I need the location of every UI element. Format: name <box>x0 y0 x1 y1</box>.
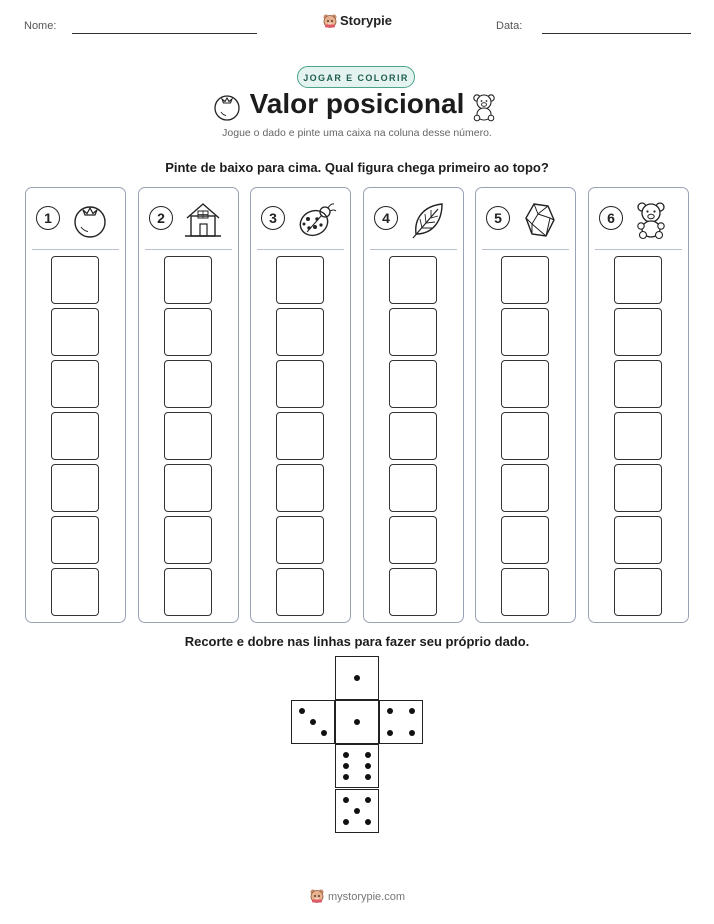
teddy-bear-icon <box>633 200 669 240</box>
cut-instruction: Recorte e dobre nas linhas para fazer seu próprio dado. <box>184 634 530 649</box>
die-pip <box>387 730 393 736</box>
die-pip <box>354 719 360 725</box>
blueberry-icon <box>70 200 110 240</box>
column-6 <box>588 187 689 623</box>
teddy-bear-icon <box>470 92 498 122</box>
die-face-1 <box>335 656 379 700</box>
column-header <box>26 200 125 244</box>
coloring-cell[interactable] <box>501 568 549 616</box>
column-2 <box>138 187 239 623</box>
coloring-cell[interactable] <box>276 568 324 616</box>
coloring-cell[interactable] <box>164 568 212 616</box>
coloring-cell[interactable] <box>501 516 549 564</box>
die-pip <box>310 719 316 725</box>
name-label: Nome: <box>24 20 57 32</box>
coloring-cell[interactable] <box>501 308 549 356</box>
coloring-cell[interactable] <box>614 568 662 616</box>
die-pip <box>354 675 360 681</box>
coloring-cell[interactable] <box>51 516 99 564</box>
column-divider <box>32 249 119 250</box>
die-pip <box>365 797 371 803</box>
coloring-cell[interactable] <box>389 256 437 304</box>
column-number: 3 <box>261 206 285 230</box>
storypie-bear-icon <box>309 888 325 904</box>
coloring-cell[interactable] <box>164 308 212 356</box>
column-divider <box>257 249 344 250</box>
die-pip <box>354 808 360 814</box>
die-pip <box>343 763 349 769</box>
coloring-cell[interactable] <box>51 360 99 408</box>
coloring-cell[interactable] <box>614 256 662 304</box>
coloring-cell[interactable] <box>501 464 549 512</box>
column-4 <box>363 187 464 623</box>
coloring-cell[interactable] <box>164 464 212 512</box>
die-pip <box>409 730 415 736</box>
die-face-3 <box>291 700 335 744</box>
date-line <box>542 33 691 34</box>
coloring-cell[interactable] <box>501 360 549 408</box>
column-number: 2 <box>149 206 173 230</box>
coloring-cell[interactable] <box>614 412 662 460</box>
die-pip <box>365 774 371 780</box>
coloring-cell[interactable] <box>389 464 437 512</box>
coloring-cell[interactable] <box>51 412 99 460</box>
coloring-cell[interactable] <box>614 360 662 408</box>
coloring-cell[interactable] <box>614 516 662 564</box>
instruction-text: Pinte de baixo para cima. Qual figura chega primeiro ao topo? <box>165 160 549 175</box>
column-3 <box>250 187 351 623</box>
die-face-4 <box>379 700 423 744</box>
column-number: 5 <box>486 206 510 230</box>
die-pip <box>409 708 415 714</box>
coloring-cell[interactable] <box>51 568 99 616</box>
column-5 <box>475 187 576 623</box>
column-header <box>139 200 238 244</box>
column-header <box>476 200 575 244</box>
activity-badge: JOGAR E COLORIR <box>297 66 415 88</box>
coloring-cell[interactable] <box>276 360 324 408</box>
coloring-cell[interactable] <box>389 308 437 356</box>
column-divider <box>145 249 232 250</box>
leaf-icon <box>408 200 448 240</box>
coloring-cell[interactable] <box>164 412 212 460</box>
coloring-cell[interactable] <box>501 412 549 460</box>
brand-name: Storypie <box>339 13 392 28</box>
coloring-cell[interactable] <box>164 360 212 408</box>
storypie-bear-icon <box>322 13 338 29</box>
column-number: 1 <box>36 206 60 230</box>
column-number: 4 <box>374 206 398 230</box>
column-1 <box>25 187 126 623</box>
column-number: 6 <box>599 206 623 230</box>
coloring-cell[interactable] <box>614 308 662 356</box>
coloring-cell[interactable] <box>389 568 437 616</box>
die-pip <box>343 819 349 825</box>
coloring-cell[interactable] <box>51 308 99 356</box>
die-pip <box>343 797 349 803</box>
die-pip <box>365 752 371 758</box>
die-pip <box>299 708 305 714</box>
column-header <box>364 200 463 244</box>
coloring-cell[interactable] <box>164 516 212 564</box>
coloring-cell[interactable] <box>276 516 324 564</box>
coloring-cell[interactable] <box>501 256 549 304</box>
subtitle: Jogue o dado e pinte uma caixa na coluna desse número. <box>222 127 492 139</box>
coloring-cell[interactable] <box>51 256 99 304</box>
coloring-cell[interactable] <box>164 256 212 304</box>
die-pip <box>365 763 371 769</box>
coloring-cell[interactable] <box>276 308 324 356</box>
date-label: Data: <box>496 20 523 32</box>
column-header <box>251 200 350 244</box>
die-face-5 <box>335 789 379 833</box>
ladybug-icon <box>295 200 337 240</box>
die-pip <box>343 774 349 780</box>
coloring-cell[interactable] <box>276 256 324 304</box>
brand-logo <box>0 13 714 29</box>
name-line <box>72 33 257 34</box>
die-face-6 <box>335 744 379 788</box>
die-pip <box>321 730 327 736</box>
coloring-cell[interactable] <box>389 516 437 564</box>
die-pip <box>365 819 371 825</box>
coloring-cell[interactable] <box>276 412 324 460</box>
house-icon <box>183 200 223 240</box>
column-header <box>589 200 688 244</box>
coloring-cell[interactable] <box>614 464 662 512</box>
coloring-cell[interactable] <box>276 464 324 512</box>
crystal-icon <box>520 200 560 240</box>
die-pip <box>387 708 393 714</box>
column-divider <box>370 249 457 250</box>
die-pip <box>343 752 349 758</box>
footer <box>0 888 714 904</box>
coloring-cell[interactable] <box>389 412 437 460</box>
page-title: Valor posicional <box>249 88 465 119</box>
die-face-1 <box>335 700 379 744</box>
footer-url: mystorypie.com <box>327 891 406 903</box>
coloring-cell[interactable] <box>389 360 437 408</box>
coloring-cell[interactable] <box>51 464 99 512</box>
column-divider <box>482 249 569 250</box>
column-divider <box>595 249 682 250</box>
